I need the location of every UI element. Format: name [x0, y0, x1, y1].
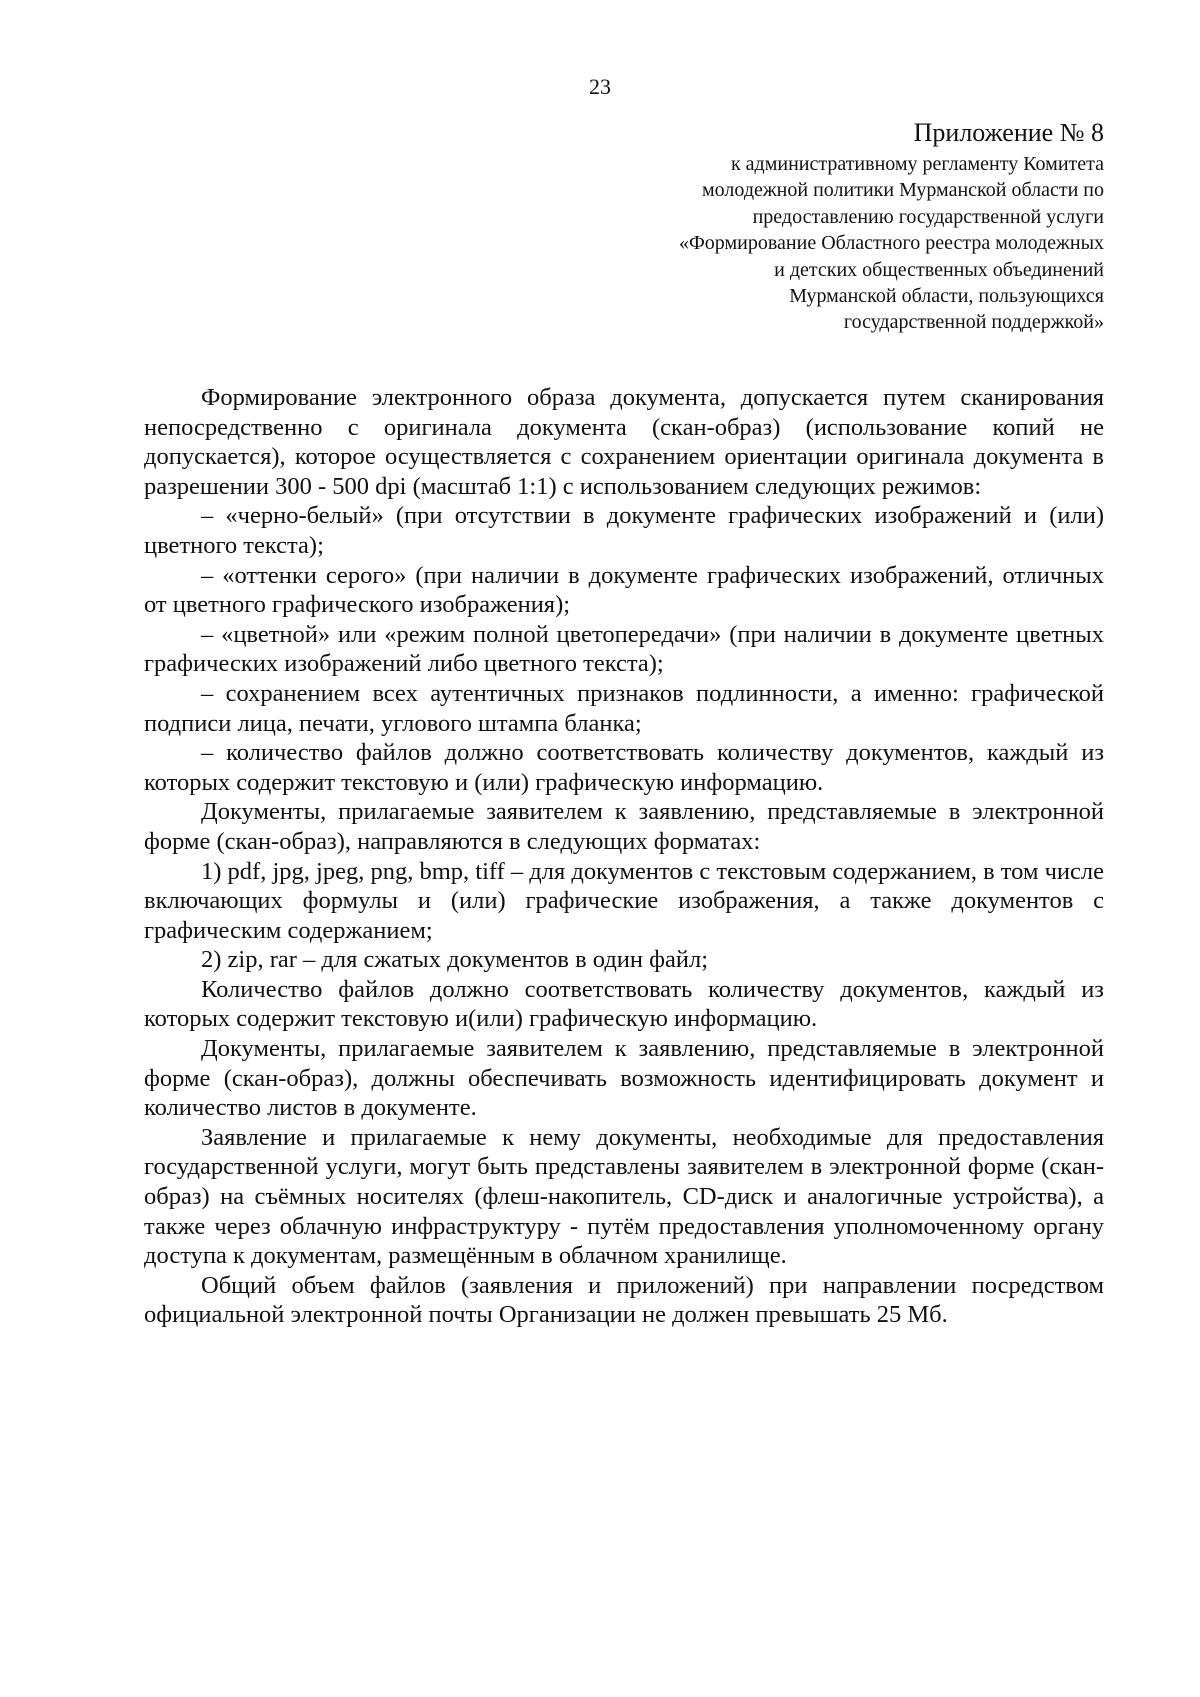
appendix-title: Приложение № 8: [913, 118, 1104, 147]
paragraph-file-count: Количество файлов должно соответствовать количеству документов, каждый из которых содержит текстовую и(или) графическую информацию.: [144, 975, 1104, 1033]
appendix-line: и детских общественных объединений: [774, 258, 1104, 281]
paragraph-identification: Документы, прилагаемые заявителем к заявлению, представляемые в электронной форме (скан-образ), должны обеспечивать возможность идентифицировать документ и количество листов в документе.: [144, 1035, 1104, 1122]
paragraph-formats-intro: Документы, прилагаемые заявителем к заявлению, представляемые в электронной форме (скан-образ), направляются в следующих форматах:: [144, 798, 1104, 855]
list-item-format-1: 1) pdf, jpg, jpeg, png, bmp, tiff – для документов с текстовым содержанием, в том числе включающих формулы и (или) графические изображения, а также документов с графическим содержанием;: [144, 857, 1104, 944]
list-item-black-white: – «черно-белый» (при отсутствии в документе графических изображений и (или) цветного текста);: [144, 502, 1104, 559]
paragraph-media: Заявление и прилагаемые к нему документы, необходимые для предоставления государственной услуги, могут быть представлены заявителем в электронной форме (скан-образ) на съёмных носителях (флеш-накопитель, CD-диск и аналогичные устройства), а также через облачную инфраструктуру - путём предоставления уполномоченному органу доступа к документам, размещённым в облачном хранилище.: [144, 1123, 1104, 1270]
appendix-line: к административному регламенту Комитета: [730, 153, 1104, 175]
appendix-header: [679, 118, 1104, 336]
list-item-grayscale: – «оттенки серого» (при наличии в документе графических изображений, отличных от цветного графического изображения);: [144, 561, 1104, 619]
list-item-authenticity: – сохранением всех аутентичных признаков подлинности, а именно: графической подписи лица, печати, углового штампа бланка;: [144, 679, 1104, 737]
paragraph-size-limit: Общий объем файлов (заявления и приложений) при направлении посредством официальной электронной почты Организации не должен превышать 25 Мб.: [144, 1271, 1104, 1329]
appendix-line: предоставлению государственной услуги: [752, 205, 1104, 228]
list-item-color: – «цветной» или «режим полной цветопередачи» (при наличии в документе цветных графических изображений либо цветного текста);: [144, 620, 1104, 678]
page-number: 23: [589, 74, 611, 99]
appendix-line: государственной поддержкой»: [843, 311, 1104, 334]
paragraph-scanning-intro: Формирование электронного образа документа, допускается путем сканирования непосредственно с оригинала документа (скан-образ) (использование копий не допускается), которое осуществляется с сохранением ориентации оригинала документа в разрешении 300 - 500 dpi (масштаб 1:1) с использованием следующих режимов:: [144, 384, 1104, 500]
appendix-line: «Формирование Областного реестра молодежных: [679, 232, 1104, 255]
appendix-line: Мурманской области, пользующихся: [789, 285, 1104, 308]
list-item-file-count: – количество файлов должно соответствовать количеству документов, каждый из которых содержит текстовую и (или) графическую информацию.: [144, 739, 1104, 796]
document-body: [144, 383, 1104, 1330]
list-item-format-2: 2) zip, rar – для сжатых документов в один файл;: [201, 946, 709, 974]
appendix-line: молодежной политики Мурманской области по: [702, 179, 1104, 202]
